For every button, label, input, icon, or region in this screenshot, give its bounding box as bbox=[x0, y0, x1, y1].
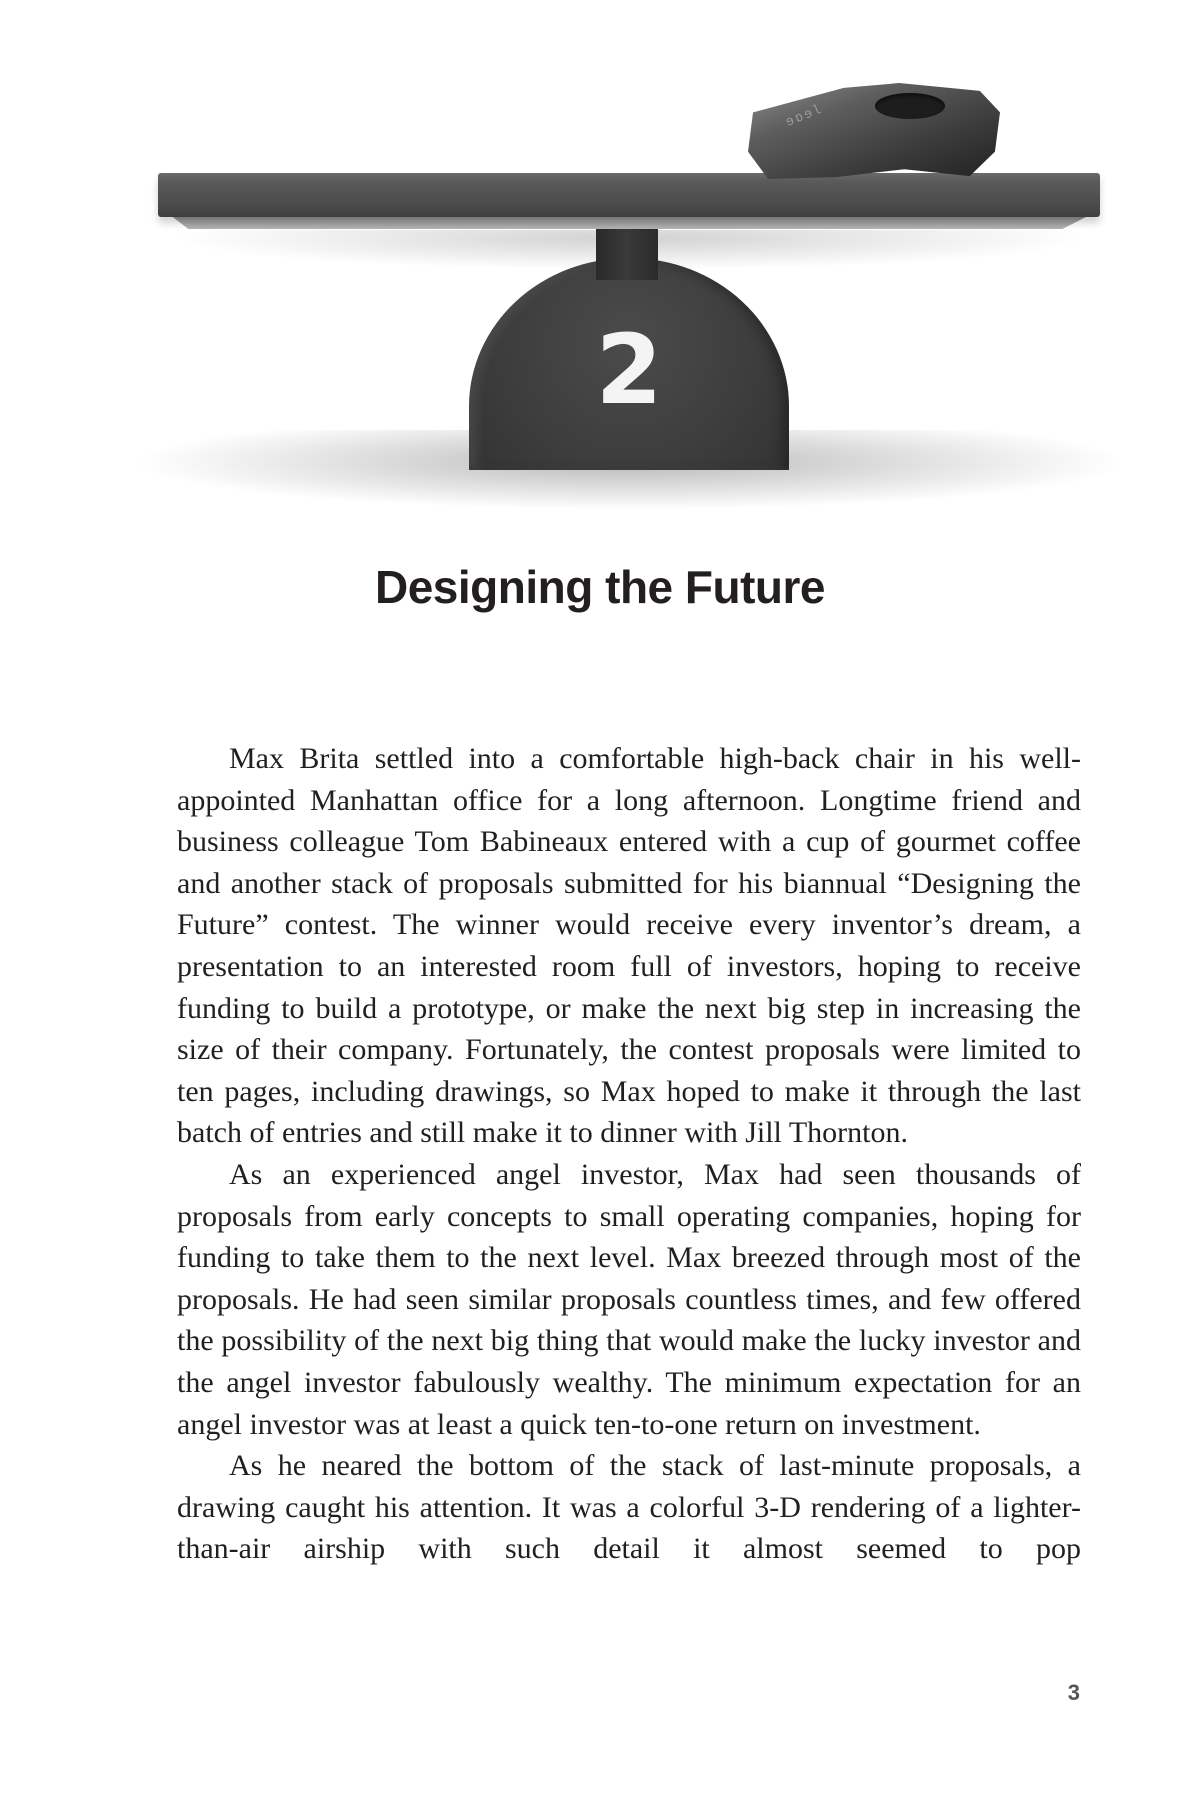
paragraph-2: As an experienced angel investor, Max had seen thousands of proposals from early concepts to small operating companies, hoping for funding to take them to the next level. Max breezed through most of the proposals. He had seen similar proposals countless times, and few offered the possibility of the next big thing that would make the lucky investor and the angel investor fabulously wealthy. The minimum expectation for an angel investor was at least a quick ten-to-one return on investment. bbox=[177, 1157, 1081, 1441]
fulcrum-post bbox=[596, 225, 658, 280]
chapter-number: 2 bbox=[595, 314, 663, 426]
rock-hole bbox=[875, 93, 945, 119]
paragraph-1: Max Brita settled into a comfortable high-back chair in his well-appointed Manhattan office for a long afternoon. Longtime friend and business colleague Tom Babineaux entered with a cup of gourmet coffee and another stack of proposals submitted for his biannual “Designing the Future” contest. The winner would receive every inventor’s dream, a presentation to an interested room full of investors, hoping to receive funding to build a prototype, or make the next big step in increasing the size of their company. Fortunately, the contest proposals were limited to ten pages, including drawings, so Max hoped to make it through the last batch of entries and still make it to dinner with Jill Thornton. bbox=[177, 742, 1081, 1150]
balance-beam bbox=[158, 173, 1100, 217]
chapter-opener-illustration bbox=[130, 60, 1130, 500]
chapter-title: Designing the Future bbox=[375, 560, 825, 613]
beam-underside bbox=[170, 215, 1090, 229]
paragraph-3: As he neared the bottom of the stack of last-minute proposals, a drawing caught his attention. It was a colorful 3-D rendering of a lighter-than-air airship with such detail it almost seemed to pop bbox=[177, 1449, 1081, 1566]
page-number: 3 bbox=[1067, 1680, 1080, 1705]
body-text bbox=[177, 738, 1081, 1570]
rock-engraving: ɘɒɘl bbox=[783, 101, 826, 130]
rock-weight bbox=[748, 83, 1000, 181]
